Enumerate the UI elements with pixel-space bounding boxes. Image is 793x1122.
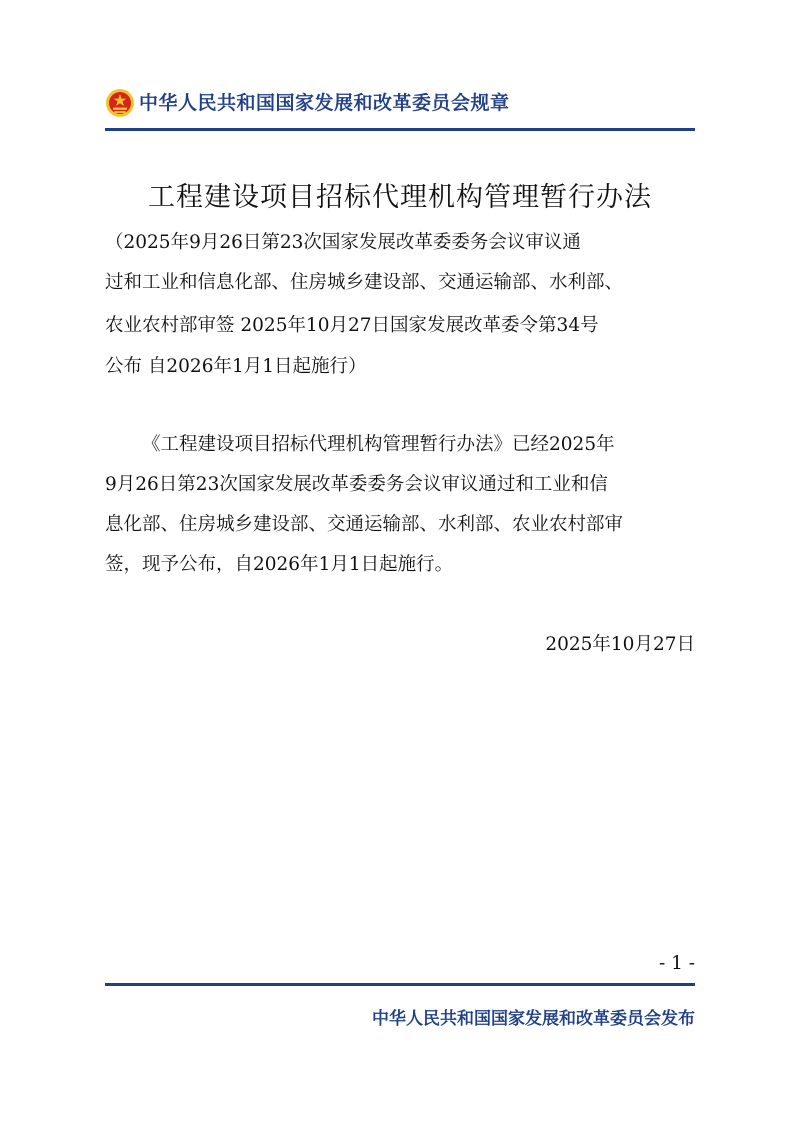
document-title: 工程建设项目招标代理机构管理暂行办法 xyxy=(148,182,652,213)
page-number: - 1 - xyxy=(658,953,695,974)
subtitle-line-2: 过和工业和信息化部、住房城乡建设部、交通运输部、水利部、 xyxy=(105,272,624,293)
subtitle-line-4: 公布 自2026年1月1日起施行） xyxy=(105,356,367,377)
header-divider xyxy=(105,128,695,131)
subtitle-line-3: 农业农村部审签 2025年10月27日国家发展改革委令第34号 xyxy=(105,315,599,336)
body-line-1: 《工程建设项目招标代理机构管理暂行办法》已经2025年 xyxy=(142,434,615,455)
page-header xyxy=(105,84,695,128)
body-line-4: 签，现予公布，自2026年1月1日起施行。 xyxy=(105,554,454,575)
body-line-3: 息化部、住房城乡建设部、交通运输部、水利部、农业农村部审 xyxy=(105,514,624,535)
footer-divider xyxy=(105,983,695,986)
body-line-2: 9月26日第23次国家发展改革委委务会议审议通过和工业和信 xyxy=(105,474,608,495)
subtitle-line-1: （2025年9月26日第23次国家发展改革委委务会议审议通 xyxy=(105,232,581,253)
issue-date: 2025年10月27日 xyxy=(545,634,695,655)
footer-publisher: 中华人民共和国国家发展和改革委员会发布 xyxy=(372,1009,695,1029)
header-title: 中华人民共和国国家发展和改革委员会规章 xyxy=(139,92,510,114)
national-emblem-icon xyxy=(105,88,135,118)
